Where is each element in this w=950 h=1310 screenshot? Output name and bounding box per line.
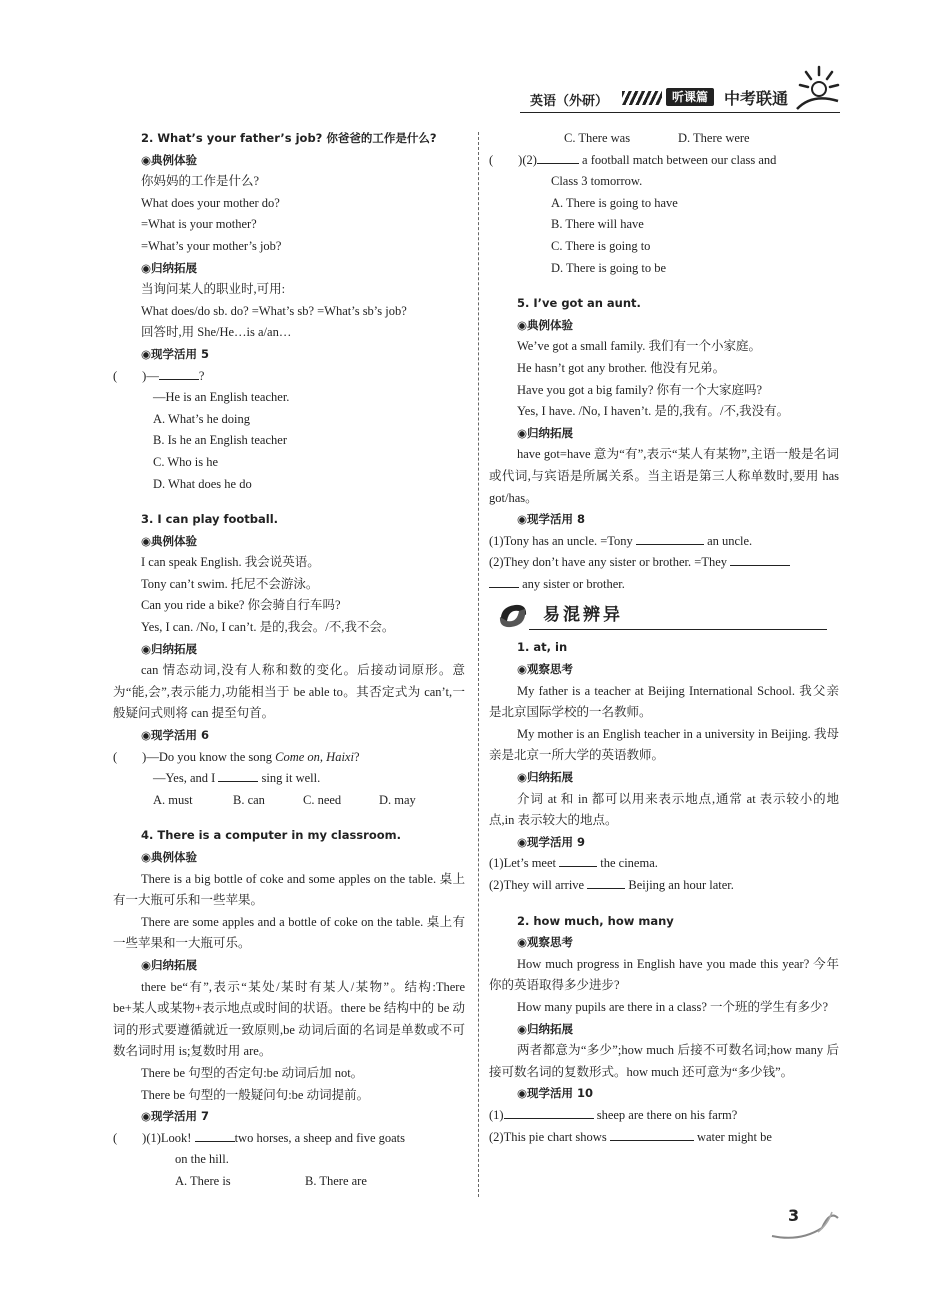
observe-heading: ◉观察思考: [517, 935, 574, 950]
question-text: (2)They will arrive: [489, 878, 585, 892]
example-paragraph: There are some apples and a bottle of coke on the table. 桌上有一些苹果和一大瓶可乐。: [113, 914, 465, 951]
example-paragraph: My father is a teacher at Beijing International School. 我父亲是北京国际学校的一名教师。: [489, 683, 839, 720]
question-text: any sister or brother.: [522, 576, 625, 591]
page-number: 3: [788, 1206, 800, 1225]
question-text: (2)This pie chart shows: [489, 1129, 607, 1144]
example-line: 你妈妈的工作是什么?: [141, 174, 260, 189]
question-line: [489, 875, 839, 897]
brand-title: 中考联通: [724, 89, 789, 108]
option-a: A. What’s he doing: [153, 411, 250, 426]
option-b: B. There will have: [551, 217, 644, 232]
answer-blank[interactable]: [159, 367, 199, 380]
summary-paragraph: have got=have 意为“有”,表示“某人有某物”,主语一般是名词或代词,与宾语是所属关系。当主语是第三人称单数时,要用 has got/has。: [489, 447, 839, 505]
question-line: [113, 366, 465, 388]
question-line: [113, 747, 465, 769]
example-line: He hasn’t got any brother. 他没有兄弟。: [517, 360, 726, 375]
answer-blank[interactable]: [587, 876, 625, 889]
observe-heading: ◉观察思考: [517, 662, 574, 677]
question-text: (1): [489, 1107, 504, 1122]
header-rule: [520, 112, 840, 113]
example-heading: ◉典例体验: [517, 317, 574, 332]
option-c: C. There was: [564, 131, 631, 145]
question-text: ( )(1)Look!: [113, 1130, 192, 1145]
question-line: [489, 1105, 839, 1127]
question-text: sing it well.: [261, 771, 321, 786]
option-d: D. There is going to be: [551, 260, 667, 275]
example-line: Have you got a big family? 你有一个大家庭吗?: [517, 382, 763, 397]
summary-paragraph: can 情态动词,没有人称和数的变化。后接动词原形。意为“能,会”,表示能力,功能相当于 be able to。其否定式为 can’t,一般疑问式则将 can 提至句首。: [113, 663, 465, 721]
subject-label: 英语（外研）: [530, 94, 609, 109]
question-paren: ( )—: [113, 368, 159, 383]
swirl-icon: [497, 601, 529, 631]
option-c: C. There is going to: [551, 238, 651, 253]
header-tag: 听课篇: [666, 88, 714, 106]
banner-rule: [529, 629, 827, 630]
answer-blank[interactable]: [636, 532, 704, 545]
section-2-title: 2. What’s your father’s job? 你爸爸的工作是什么?: [141, 131, 437, 145]
sun-tree-logo-icon: [792, 63, 842, 113]
question-text: a football match between our class and: [582, 152, 777, 167]
practice-heading: ◉现学活用 6: [141, 728, 210, 743]
question-line: on the hill.: [175, 1152, 229, 1167]
question-line: [489, 1127, 839, 1149]
distinction-2-title: 2. how much, how many: [517, 913, 674, 928]
example-line: =What is your mother?: [141, 217, 257, 232]
practice-heading: ◉现学活用 9: [517, 834, 586, 849]
section-3-title: 3. I can play football.: [141, 512, 279, 527]
question-end: ?: [353, 749, 360, 764]
question-text: (1)Let’s meet: [489, 856, 556, 871]
practice-heading: ◉现学活用 5: [141, 346, 210, 361]
question-line: Class 3 tomorrow.: [551, 174, 643, 189]
practice-heading: ◉现学活用 8: [517, 512, 586, 527]
right-column: [489, 128, 839, 1148]
answer-blank[interactable]: [504, 1106, 594, 1119]
answer-blank[interactable]: [537, 151, 579, 164]
left-column: [113, 128, 465, 1193]
summary-paragraph: 两者都意为“多少”;how much 后接不可数名词;how many 后接可数名词的复数形式。how much 还可意为“多少钱”。: [489, 1043, 839, 1079]
question-line: [113, 1128, 465, 1150]
section-4-title: 4. There is a computer in my classroom.: [141, 828, 401, 843]
example-heading: ◉典例体验: [141, 152, 198, 167]
question-text: water might be: [696, 1129, 772, 1144]
option-d: D. may: [379, 792, 416, 807]
summary-line: 当询问某人的职业时,可用:: [141, 282, 286, 297]
example-line: We’ve got a small family. 我们有一个小家庭。: [517, 339, 761, 354]
question-text: ( )(2): [489, 152, 537, 167]
example-line: Can you ride a bike? 你会骑自行车吗?: [141, 598, 341, 613]
question-line: [489, 853, 839, 875]
option-b: B. can: [233, 792, 265, 807]
answer-blank[interactable]: [610, 1128, 694, 1141]
summary-paragraph: there be“有”,表示“某处/某时有某人/某物”。结构:There be+某人或某物+表示地点或时间的状语。there be 结构中的 be 动词的形式要遵循就近一致原则,be 动词后面的名词是单数或不可数名词时用 is;复数时用 are。: [113, 979, 465, 1059]
summary-line: What does/do sb. do? =What’s sb? =What’s sb’s job?: [141, 303, 407, 318]
question-text: (2)They don’t have any sister or brother. =They: [489, 555, 728, 570]
question-end: ?: [198, 368, 205, 383]
option-c: C. need: [303, 792, 342, 807]
example-paragraph: There is a big bottle of coke and some apples on the table. 桌上有一大瓶可乐和一些苹果。: [113, 871, 465, 908]
question-line: [489, 574, 839, 596]
question-line: [489, 552, 839, 574]
summary-heading: ◉归纳拓展: [141, 260, 198, 275]
column-divider: [478, 132, 479, 1197]
option-a: A. must: [153, 792, 193, 807]
example-heading: ◉典例体验: [141, 850, 198, 864]
example-line: =What’s your mother’s job?: [141, 238, 282, 253]
question-text: (1)Tony has an uncle. =Tony: [489, 533, 633, 548]
example-line: Yes, I have. /No, I haven’t. 是的,我有。/不,我没有。: [517, 404, 790, 419]
example-line: Tony can’t swim. 托尼不会游泳。: [141, 576, 319, 591]
example-line: What does your mother do?: [141, 195, 280, 210]
question-text: Beijing an hour later.: [628, 878, 734, 892]
example-paragraph: My mother is an English teacher in a university in Beijing. 我母亲是北京一所大学的英语教师。: [489, 726, 839, 763]
page-header: [520, 85, 840, 111]
page-number-ornament-icon: [770, 1198, 842, 1244]
practice-heading: ◉现学活用 7: [141, 1109, 210, 1124]
question-line: [489, 531, 839, 553]
option-a: A. There is: [175, 1173, 231, 1188]
summary-heading: ◉归纳拓展: [141, 641, 198, 656]
options-row: [113, 1171, 465, 1193]
question-text: ( )—Do you know the song: [113, 749, 276, 764]
question-text: two horses, a sheep and five goats: [234, 1130, 406, 1145]
answer-blank[interactable]: [218, 769, 258, 782]
question-text: —Yes, and I: [153, 771, 216, 786]
option-c: C. Who is he: [153, 454, 219, 469]
example-heading: ◉典例体验: [141, 533, 198, 548]
summary-heading: ◉归纳拓展: [517, 770, 574, 785]
question-text: an uncle.: [707, 533, 753, 548]
summary-line: There be 句型的一般疑问句:be 动词提前。: [141, 1087, 370, 1102]
summary-heading: ◉归纳拓展: [141, 957, 198, 972]
answer-blank[interactable]: [195, 1129, 235, 1142]
section-banner: [489, 599, 839, 633]
option-d: D. What does he do: [153, 476, 252, 491]
summary-heading: ◉归纳拓展: [517, 1021, 574, 1036]
option-b: B. There are: [305, 1173, 367, 1188]
example-paragraph: How much progress in English have you made this year? 今年你的英语取得多少进步?: [489, 956, 839, 993]
options-row: [113, 790, 465, 812]
answer-blank[interactable]: [559, 854, 597, 867]
options-row: [489, 128, 839, 150]
summary-line: There be 句型的否定句:be 动词后加 not。: [141, 1065, 364, 1080]
option-a: A. There is going to have: [551, 195, 678, 210]
question-line: [113, 768, 465, 790]
song-title: Come on, Haixi: [275, 749, 354, 764]
summary-heading: ◉归纳拓展: [517, 425, 574, 440]
answer-blank[interactable]: [489, 575, 519, 588]
option-d: D. There were: [678, 131, 750, 145]
practice-heading: ◉现学活用 10: [517, 1086, 594, 1101]
option-b: B. Is he an English teacher: [153, 433, 287, 448]
question-text: the cinema.: [600, 856, 658, 871]
question-line: —He is an English teacher.: [153, 390, 290, 405]
answer-blank[interactable]: [730, 553, 790, 566]
example-line: Yes, I can. /No, I can’t. 是的,我会。/不,我不会。: [141, 620, 395, 635]
example-paragraph: How many pupils are there in a class? 一个班的学生有多少?: [517, 999, 829, 1014]
section-5-title: 5. I’ve got an aunt.: [517, 296, 641, 311]
example-line: I can speak English. 我会说英语。: [141, 555, 320, 570]
question-line: [489, 150, 839, 172]
header-slash-decoration: [622, 91, 662, 105]
banner-title: 易混辨异: [543, 605, 623, 626]
summary-paragraph: 介词 at 和 in 都可以用来表示地点,通常 at 表示较小的地点,in 表示较大的地点。: [489, 791, 839, 828]
distinction-1-title: 1. at, in: [517, 640, 568, 655]
summary-line: 回答时,用 She/He…is a/an…: [141, 325, 292, 340]
question-text: sheep are there on his farm?: [596, 1107, 738, 1122]
